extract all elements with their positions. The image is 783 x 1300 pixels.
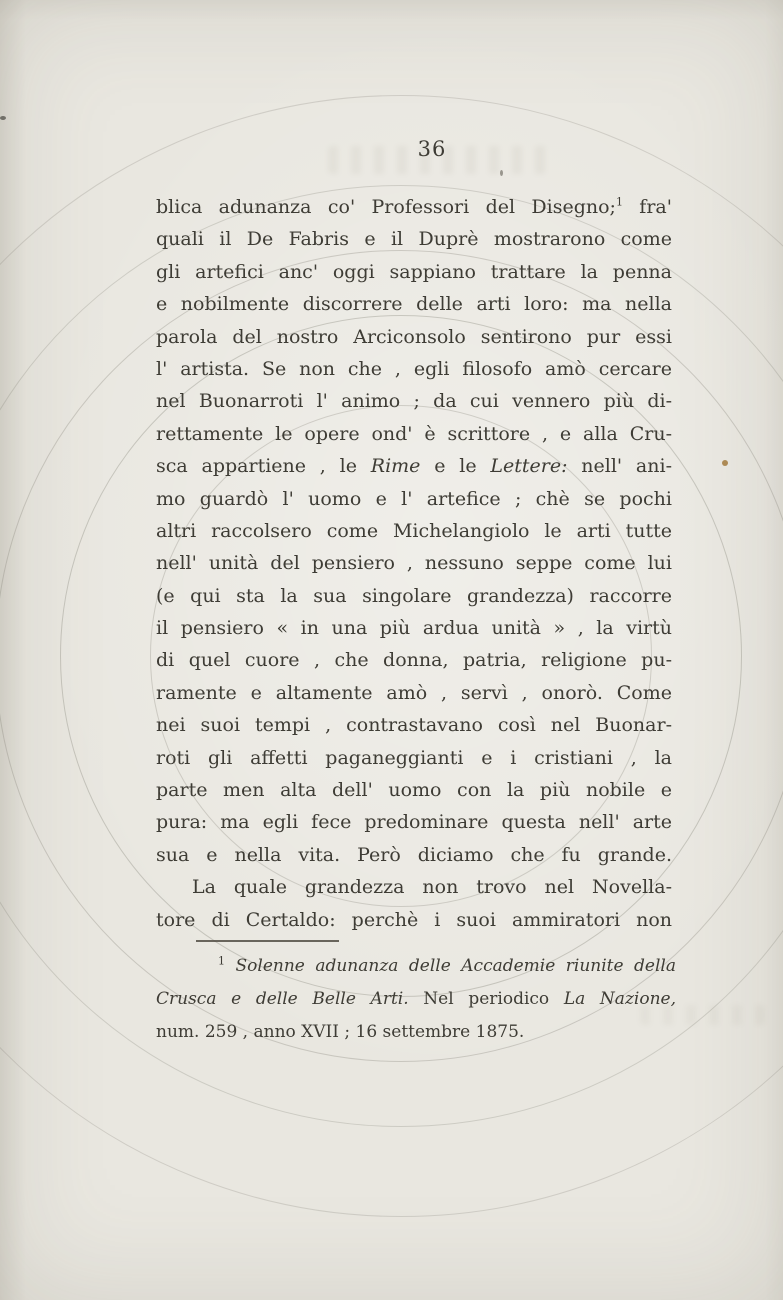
text-segment [225,956,236,976]
footnote-line [156,1016,676,1049]
body-line [156,385,672,417]
text-segment: sca appartiene , le [156,455,371,478]
body-line [156,904,672,936]
body-line [156,353,672,385]
ink-speck [722,460,728,466]
ink-speck [0,116,6,120]
text-segment: di quel cuore , che donna, patria, religione pu- [156,649,672,672]
body-line [156,677,672,709]
body-line [156,871,672,903]
footnote-line [156,983,676,1016]
body-line [156,709,672,741]
body-line [156,806,672,838]
body-line [156,774,672,806]
body-line [156,547,672,579]
text-segment: Nel periodico [408,989,564,1009]
body-line [156,644,672,676]
text-segment: rettamente le opere ond' è scrittore , e alla Cru- [156,422,672,445]
italic-text: Solenne adunanza delle Accademie riunite della [235,956,676,976]
footnote-line [156,950,676,983]
text-segment: altri raccolsero come Michelangiolo le arti tutte [156,519,672,542]
text-segment: parola del nostro Arciconsolo sentirono pur essi [156,325,672,348]
text-segment: sua e nella vita. Però diciamo che fu grande. [156,843,672,866]
text-segment: fra' [622,196,672,218]
body-line [156,742,672,774]
body-line [156,612,672,644]
body-line [156,191,672,223]
body-line [156,288,672,320]
text-segment: gli artefici anc' oggi sappiano trattare la penna [156,260,672,283]
footnote-marker: 1 [218,954,225,968]
text-segment: La quale grandezza non trovo nel Novella- [192,876,672,899]
italic-text: Crusca e delle Belle Arti. [156,989,409,1009]
text-segment: tore di Certaldo: perchè i suoi ammiratori non [156,908,672,931]
text-segment: ramente e altamente amò , servì , onorò. Come [156,681,672,704]
footnote-rule [196,940,339,942]
footnote-block [156,950,676,1049]
italic-text: Lettere: [490,455,568,478]
body-line [156,450,672,482]
body-line [156,839,672,871]
footnote-marker: 1 [615,195,623,209]
text-segment: parte men alta dell' uomo con la più nobile e [156,779,672,802]
body-line [156,483,672,515]
text-segment: il pensiero « in una più ardua unità » , la virtù [156,617,672,640]
text-segment: l' artista. Se non che , egli filosofo amò cercare [156,357,672,380]
text-segment: blica adunanza co' Professori del Disegno; [156,196,616,218]
text-segment: quali il De Fabris e il Duprè mostrarono come [156,228,672,251]
text-segment: e le [420,455,491,478]
text-segment: (e qui sta la sua singolare grandezza) raccorre [156,584,672,607]
body-line [156,223,672,255]
text-segment: pura: ma egli fece predominare questa nell' arte [156,811,672,834]
body-text-block [156,191,672,936]
body-line [156,321,672,353]
ink-speck [500,170,503,176]
text-segment: roti gli affetti paganeggianti e i cristiani , la [156,746,672,769]
text-segment: nel Buonarroti l' animo ; da cui vennero più di- [156,390,672,413]
text-segment: nei suoi tempi , contrastavano così nel Buonar- [156,714,672,737]
body-line [156,418,672,450]
body-line [156,580,672,612]
italic-text: La Nazione, [563,989,676,1009]
body-line [156,256,672,288]
text-segment: mo guardò l' uomo e l' artefice ; chè se pochi [156,487,672,510]
page-number: 36 [417,137,447,161]
text-segment: e nobilmente discorrere delle arti loro: ma nella [156,293,672,316]
text-segment: num. 259 , anno XVII ; 16 settembre 1875. [156,1022,525,1042]
text-segment: nell' unità del pensiero , nessuno seppe come lui [156,552,672,575]
text-segment: nell' ani- [567,455,672,478]
italic-text: Rime [370,455,421,478]
body-line [156,515,672,547]
